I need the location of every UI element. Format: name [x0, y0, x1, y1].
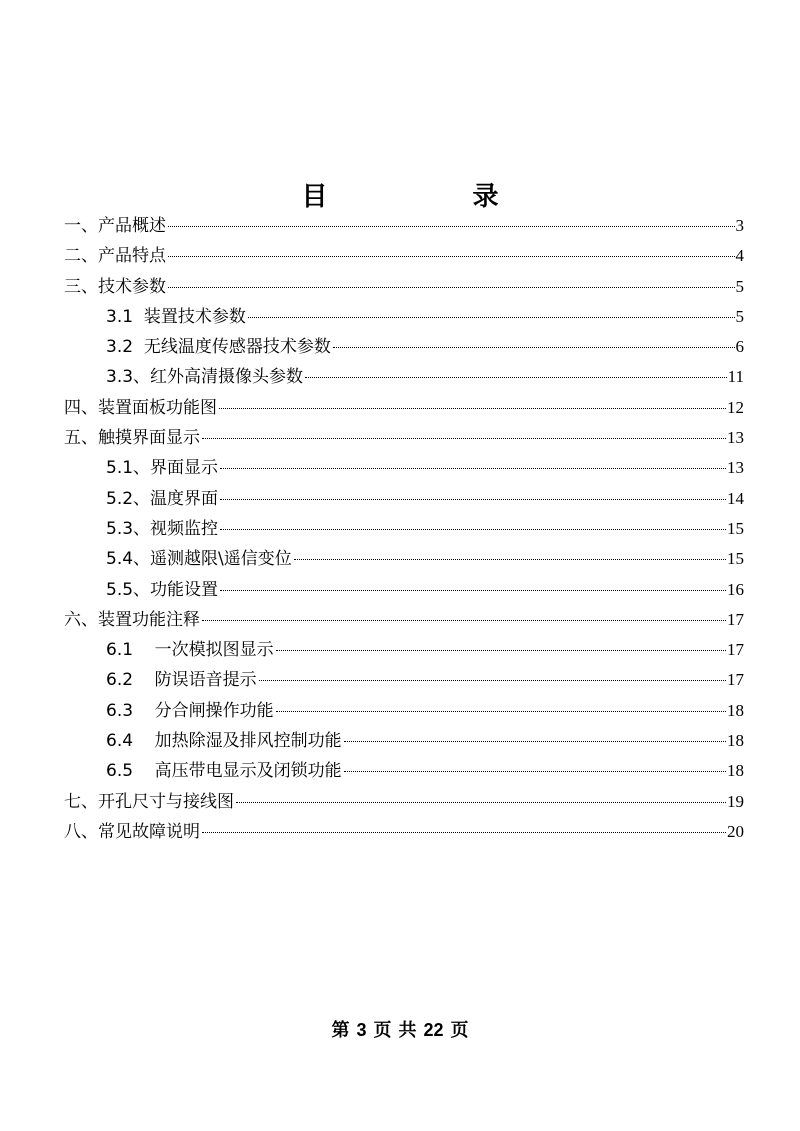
toc-entry[interactable] — [64, 665, 744, 695]
toc-entry[interactable] — [64, 362, 744, 392]
toc-dot-leader — [248, 317, 735, 318]
footer-current-page: 3 — [356, 1020, 367, 1040]
toc-entry-label: 3.3、红外高清摄像头参数 — [106, 367, 304, 388]
toc-entry-page-number: 14 — [727, 488, 744, 508]
toc-entry-label: 6.3 分合闸操作功能 — [106, 700, 274, 721]
toc-entry[interactable] — [64, 514, 744, 544]
toc-entry-label: 三、技术参数 — [64, 276, 166, 297]
toc-dot-leader — [344, 741, 726, 742]
toc-entry-label: 5.3、视频监控 — [106, 518, 219, 539]
toc-entry[interactable] — [64, 211, 744, 241]
footer-total-pages: 22 — [423, 1020, 444, 1040]
toc-entry[interactable] — [64, 787, 744, 817]
toc-dot-leader — [305, 377, 727, 378]
toc-entry-page-number: 18 — [727, 700, 744, 720]
toc-entry-label: 3.2 无线温度传感器技术参数 — [106, 337, 331, 358]
toc-entry-page-number: 3 — [735, 216, 744, 235]
toc-dot-leader — [220, 468, 726, 469]
toc-entry-label: 6.2 防误语音提示 — [106, 670, 257, 691]
toc-entry-label: 6.1 一次模拟图显示 — [106, 640, 274, 661]
toc-entry[interactable] — [64, 575, 744, 605]
toc-entry[interactable] — [64, 272, 744, 302]
toc-entry-page-number: 5 — [735, 276, 744, 296]
toc-entry-page-number: 4 — [735, 246, 744, 266]
toc-entry-page-number: 11 — [727, 367, 744, 387]
toc-dot-leader — [276, 711, 726, 712]
toc-entry[interactable] — [64, 726, 744, 756]
toc-entry[interactable] — [64, 423, 744, 453]
footer-prefix: 第 — [331, 1020, 350, 1041]
toc-entry[interactable] — [64, 332, 744, 362]
footer-suffix: 页 — [450, 1020, 469, 1041]
toc-entry[interactable] — [64, 393, 744, 423]
toc-list — [64, 211, 744, 847]
toc-dot-leader — [294, 559, 726, 560]
toc-entry-label: 六、装置功能注释 — [64, 609, 200, 630]
toc-entry[interactable] — [64, 302, 744, 332]
toc-entry[interactable] — [64, 241, 744, 271]
toc-entry-label: 五、触摸界面显示 — [64, 428, 200, 449]
toc-entry-label: 3.1 装置技术参数 — [106, 306, 246, 327]
footer-total-word: 共 — [398, 1020, 417, 1041]
toc-entry-page-number: 16 — [727, 579, 744, 599]
toc-entry[interactable] — [64, 453, 744, 483]
toc-entry[interactable] — [64, 696, 744, 726]
toc-dot-leader — [276, 650, 726, 651]
footer-page-word: 页 — [373, 1020, 392, 1041]
toc-entry-label: 5.5、功能设置 — [106, 579, 219, 600]
toc-entry-page-number: 18 — [727, 731, 744, 751]
toc-entry[interactable] — [64, 544, 744, 574]
toc-entry[interactable] — [64, 817, 744, 847]
toc-entry-label: 5.1、界面显示 — [106, 458, 219, 479]
toc-entry-label: 一、产品概述 — [64, 216, 166, 236]
toc-dot-leader — [202, 438, 726, 439]
toc-entry-label: 二、产品特点 — [64, 246, 166, 267]
toc-entry-label: 6.5 高压带电显示及闭锁功能 — [106, 761, 342, 782]
toc-entry-page-number: 5 — [735, 306, 744, 326]
toc-entry-page-number: 6 — [735, 337, 744, 357]
toc-entry-page-number: 12 — [727, 397, 744, 417]
toc-entry[interactable] — [64, 756, 744, 786]
toc-entry-page-number: 17 — [727, 609, 744, 629]
toc-dot-leader — [219, 408, 726, 409]
toc-entry-label: 七、开孔尺寸与接线图 — [64, 791, 234, 812]
toc-entry-page-number: 17 — [727, 670, 744, 690]
toc-dot-leader — [236, 802, 726, 803]
toc-entry-page-number: 17 — [727, 640, 744, 660]
toc-entry-page-number: 15 — [727, 549, 744, 569]
toc-title: 目 录 — [301, 182, 567, 212]
toc-dot-leader — [168, 287, 735, 288]
toc-dot-leader — [220, 499, 726, 500]
toc-entry[interactable] — [64, 484, 744, 514]
toc-dot-leader — [220, 529, 726, 530]
toc-dot-leader — [202, 832, 726, 833]
toc-entry[interactable] — [64, 635, 744, 665]
page-footer — [0, 1016, 800, 1045]
toc-entry-label: 6.4 加热除湿及排风控制功能 — [106, 731, 342, 752]
toc-dot-leader — [168, 256, 735, 257]
toc-entry-page-number: 15 — [727, 518, 744, 538]
toc-entry-page-number: 18 — [727, 761, 744, 781]
toc-dot-leader — [220, 590, 726, 591]
toc-entry-label: 四、装置面板功能图 — [64, 397, 217, 418]
toc-entry-label: 5.2、温度界面 — [106, 488, 219, 509]
toc-dot-leader — [344, 771, 726, 772]
toc-dot-leader — [333, 347, 735, 348]
toc-entry-label: 5.4、遥测越限\遥信变位 — [106, 549, 292, 570]
toc-dot-leader — [202, 620, 726, 621]
toc-dot-leader — [259, 680, 726, 681]
toc-entry-page-number: 13 — [727, 428, 744, 448]
toc-dot-leader — [168, 226, 735, 227]
toc-entry-page-number: 13 — [727, 458, 744, 478]
toc-entry-page-number: 20 — [727, 821, 744, 841]
toc-entry-page-number: 19 — [727, 791, 744, 811]
toc-entry[interactable] — [64, 605, 744, 635]
toc-entry-label: 八、常见故障说明 — [64, 821, 200, 842]
